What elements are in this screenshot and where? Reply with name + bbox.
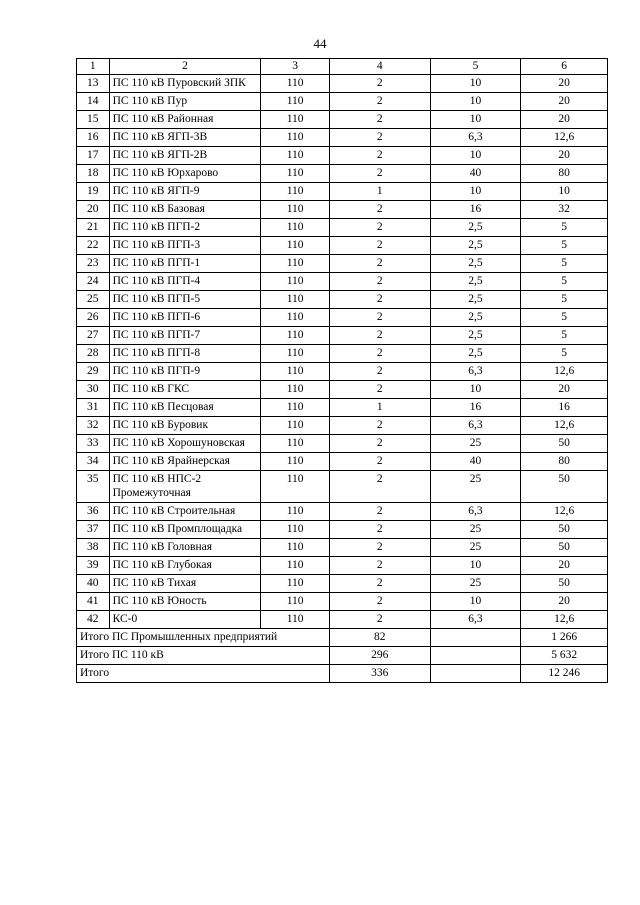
summary-empty [430,665,521,683]
transformer-count: 2 [329,345,430,363]
voltage-cell: 110 [261,111,329,129]
voltage-cell: 110 [261,471,329,503]
voltage-cell: 110 [261,453,329,471]
table-row [77,309,608,327]
table-row [77,521,608,539]
table-row [77,273,608,291]
table-row [77,93,608,111]
row-number: 16 [77,129,110,147]
transformer-count: 2 [329,237,430,255]
substation-name: ПС 110 кВ ПГП-9 [109,363,261,381]
substation-name: ПС 110 кВ ГКС [109,381,261,399]
total-power: 20 [521,111,608,129]
unit-power: 10 [430,557,521,575]
transformer-count: 2 [329,575,430,593]
transformer-count: 1 [329,183,430,201]
voltage-cell: 110 [261,291,329,309]
table-row [77,165,608,183]
voltage-cell: 110 [261,165,329,183]
row-number: 22 [77,237,110,255]
substation-name: ПС 110 кВ ПГП-3 [109,237,261,255]
unit-power: 16 [430,399,521,417]
total-power: 20 [521,75,608,93]
summary-count: 296 [329,647,430,665]
table-row [77,575,608,593]
row-number: 17 [77,147,110,165]
row-number: 15 [77,111,110,129]
unit-power: 10 [430,183,521,201]
transformer-count: 2 [329,291,430,309]
table-row [77,345,608,363]
voltage-cell: 110 [261,557,329,575]
substation-name: ПС 110 кВ ЯГП-3В [109,129,261,147]
row-number: 21 [77,219,110,237]
voltage-cell: 110 [261,539,329,557]
unit-power: 10 [430,111,521,129]
table-row [77,611,608,629]
table-row [77,471,608,503]
row-number: 33 [77,435,110,453]
table-row [77,111,608,129]
total-power: 20 [521,93,608,111]
substation-name: ПС 110 кВ Пуровский ЗПК [109,75,261,93]
unit-power: 2,5 [430,219,521,237]
table-row [77,557,608,575]
transformer-count: 2 [329,129,430,147]
transformer-count: 2 [329,611,430,629]
unit-power: 40 [430,453,521,471]
summary-row [77,647,608,665]
total-power: 12,6 [521,503,608,521]
substation-name: ПС 110 кВ ПГП-2 [109,219,261,237]
row-number: 42 [77,611,110,629]
voltage-cell: 110 [261,521,329,539]
substation-name: ПС 110 кВ Песцовая [109,399,261,417]
total-power: 5 [521,219,608,237]
column-number: 3 [261,59,329,75]
unit-power: 25 [430,435,521,453]
row-number: 19 [77,183,110,201]
total-power: 12,6 [521,363,608,381]
unit-power: 10 [430,593,521,611]
transformer-count: 2 [329,219,430,237]
table-row [77,219,608,237]
substation-name: ПС 110 кВ ПГП-7 [109,327,261,345]
summary-total: 1 266 [521,629,608,647]
summary-label: Итого ПС Промышленных предприятий [77,629,330,647]
table-row [77,129,608,147]
unit-power: 2,5 [430,309,521,327]
total-power: 80 [521,165,608,183]
substation-name: ПС 110 кВ Промплощадка [109,521,261,539]
table-row [77,453,608,471]
total-power: 50 [521,539,608,557]
voltage-cell: 110 [261,593,329,611]
substation-name: ПС 110 кВ ПГП-6 [109,309,261,327]
substation-name: КС-0 [109,611,261,629]
substation-name: ПС 110 кВ НПС-2 Промежуточная [109,471,261,503]
row-number: 28 [77,345,110,363]
table-row [77,539,608,557]
substation-name: ПС 110 кВ Пур [109,93,261,111]
row-number: 36 [77,503,110,521]
row-number: 26 [77,309,110,327]
substation-name: ПС 110 кВ Хорошуновская [109,435,261,453]
transformer-count: 2 [329,93,430,111]
transformer-count: 2 [329,165,430,183]
total-power: 20 [521,593,608,611]
total-power: 50 [521,521,608,539]
table-row [77,363,608,381]
total-power: 12,6 [521,611,608,629]
row-number: 41 [77,593,110,611]
substation-name: ПС 110 кВ Головная [109,539,261,557]
substation-name: ПС 110 кВ ПГП-4 [109,273,261,291]
table-row [77,201,608,219]
transformer-count: 2 [329,147,430,165]
summary-total: 5 632 [521,647,608,665]
substation-name: ПС 110 кВ ПГП-5 [109,291,261,309]
voltage-cell: 110 [261,255,329,273]
row-number: 31 [77,399,110,417]
voltage-cell: 110 [261,345,329,363]
row-number: 37 [77,521,110,539]
transformer-count: 2 [329,75,430,93]
summary-empty [430,647,521,665]
voltage-cell: 110 [261,93,329,111]
table-row [77,327,608,345]
row-number: 27 [77,327,110,345]
total-power: 10 [521,183,608,201]
unit-power: 6,3 [430,417,521,435]
total-power: 20 [521,557,608,575]
transformer-count: 2 [329,201,430,219]
substation-name: ПС 110 кВ Тихая [109,575,261,593]
transformer-count: 2 [329,453,430,471]
table-row [77,435,608,453]
row-number: 24 [77,273,110,291]
unit-power: 10 [430,381,521,399]
voltage-cell: 110 [261,201,329,219]
substation-name: ПС 110 кВ Юность [109,593,261,611]
row-number: 18 [77,165,110,183]
summary-row [77,665,608,683]
table-row [77,593,608,611]
transformer-count: 2 [329,111,430,129]
unit-power: 25 [430,575,521,593]
transformer-count: 2 [329,255,430,273]
voltage-cell: 110 [261,273,329,291]
table-row [77,255,608,273]
transformer-count: 2 [329,503,430,521]
table-row [77,75,608,93]
unit-power: 10 [430,147,521,165]
row-number: 30 [77,381,110,399]
substation-name: ПС 110 кВ Буровик [109,417,261,435]
row-number: 34 [77,453,110,471]
unit-power: 40 [430,165,521,183]
voltage-cell: 110 [261,129,329,147]
total-power: 5 [521,327,608,345]
voltage-cell: 110 [261,435,329,453]
voltage-cell: 110 [261,183,329,201]
column-number: 6 [521,59,608,75]
total-power: 12,6 [521,417,608,435]
transformer-count: 2 [329,309,430,327]
page-number: 44 [313,36,327,51]
table-row [77,147,608,165]
table-row [77,237,608,255]
row-number: 39 [77,557,110,575]
total-power: 50 [521,471,608,503]
row-number: 25 [77,291,110,309]
transformer-count: 1 [329,399,430,417]
substation-name: ПС 110 кВ Юрхарово [109,165,261,183]
row-number: 40 [77,575,110,593]
transformer-count: 2 [329,521,430,539]
row-number: 20 [77,201,110,219]
substation-name: ПС 110 кВ ПГП-8 [109,345,261,363]
unit-power: 6,3 [430,503,521,521]
summary-empty [430,629,521,647]
column-number: 2 [109,59,261,75]
substation-name: ПС 110 кВ Глубокая [109,557,261,575]
voltage-cell: 110 [261,309,329,327]
unit-power: 6,3 [430,129,521,147]
summary-row [77,629,608,647]
voltage-cell: 110 [261,381,329,399]
unit-power: 10 [430,93,521,111]
transformer-count: 2 [329,363,430,381]
unit-power: 25 [430,539,521,557]
total-power: 5 [521,273,608,291]
voltage-cell: 110 [261,417,329,435]
summary-label: Итого ПС 110 кВ [77,647,330,665]
voltage-cell: 110 [261,611,329,629]
voltage-cell: 110 [261,363,329,381]
substation-name: ПС 110 кВ ЯГП-2В [109,147,261,165]
transformer-count: 2 [329,435,430,453]
transformer-count: 2 [329,273,430,291]
total-power: 20 [521,381,608,399]
unit-power: 6,3 [430,611,521,629]
unit-power: 2,5 [430,345,521,363]
substation-name: ПС 110 кВ Строительная [109,503,261,521]
column-number: 1 [77,59,110,75]
row-number: 32 [77,417,110,435]
voltage-cell: 110 [261,219,329,237]
unit-power: 2,5 [430,327,521,345]
transformer-count: 2 [329,471,430,503]
row-number: 13 [77,75,110,93]
voltage-cell: 110 [261,575,329,593]
unit-power: 25 [430,521,521,539]
total-power: 5 [521,309,608,327]
total-power: 80 [521,453,608,471]
unit-power: 2,5 [430,291,521,309]
unit-power: 16 [430,201,521,219]
voltage-cell: 110 [261,399,329,417]
substation-name: ПС 110 кВ Ярайнерская [109,453,261,471]
summary-label: Итого [77,665,330,683]
total-power: 5 [521,255,608,273]
substation-name: ПС 110 кВ ПГП-1 [109,255,261,273]
total-power: 20 [521,147,608,165]
total-power: 5 [521,237,608,255]
total-power: 12,6 [521,129,608,147]
row-number: 14 [77,93,110,111]
unit-power: 10 [430,75,521,93]
unit-power: 2,5 [430,255,521,273]
transformer-count: 2 [329,593,430,611]
substation-name: ПС 110 кВ Базовая [109,201,261,219]
total-power: 5 [521,291,608,309]
voltage-cell: 110 [261,327,329,345]
table-row [77,291,608,309]
substations-table [76,58,608,683]
total-power: 50 [521,435,608,453]
total-power: 50 [521,575,608,593]
total-power: 32 [521,201,608,219]
table-row [77,399,608,417]
row-number: 38 [77,539,110,557]
summary-total: 12 246 [521,665,608,683]
total-power: 16 [521,399,608,417]
transformer-count: 2 [329,557,430,575]
unit-power: 25 [430,471,521,503]
voltage-cell: 110 [261,503,329,521]
column-number: 5 [430,59,521,75]
row-number: 23 [77,255,110,273]
summary-count: 82 [329,629,430,647]
column-number-row [77,59,608,75]
total-power: 5 [521,345,608,363]
unit-power: 2,5 [430,237,521,255]
transformer-count: 2 [329,539,430,557]
row-number: 29 [77,363,110,381]
substation-name: ПС 110 кВ ЯГП-9 [109,183,261,201]
unit-power: 2,5 [430,273,521,291]
substation-name: ПС 110 кВ Районная [109,111,261,129]
transformer-count: 2 [329,417,430,435]
transformer-count: 2 [329,327,430,345]
voltage-cell: 110 [261,237,329,255]
column-number: 4 [329,59,430,75]
table-row [77,183,608,201]
table-row [77,381,608,399]
summary-count: 336 [329,665,430,683]
voltage-cell: 110 [261,147,329,165]
unit-power: 6,3 [430,363,521,381]
table-row [77,417,608,435]
voltage-cell: 110 [261,75,329,93]
transformer-count: 2 [329,381,430,399]
table-row [77,503,608,521]
row-number: 35 [77,471,110,503]
